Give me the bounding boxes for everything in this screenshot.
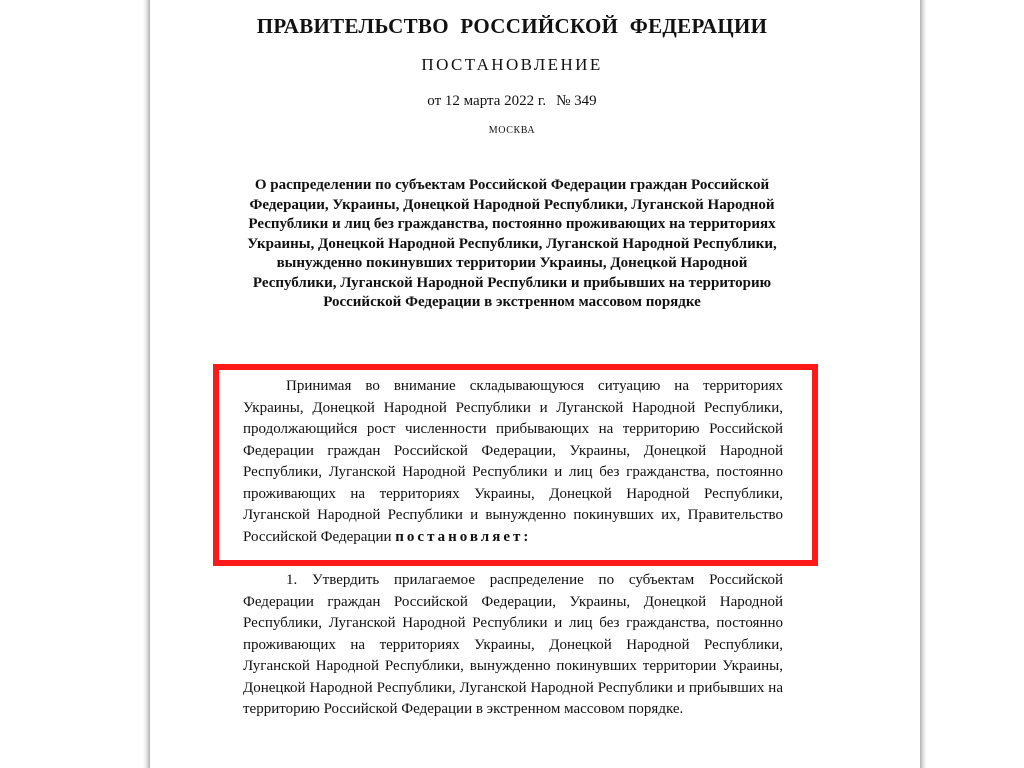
decree-word: постановляет: [395, 528, 532, 545]
date-number-line [0, 93, 1024, 110]
document-heading: О распределении по субъектам Российской Федерации граждан Российской Федерации, Украины, Донецкой Народной Республики, Луганской Народной Республики и лиц без гражданства, постоянно проживающих на территориях Украины, Донецкой Народной Республики, Луганской Народной Республики, вынужденно покинувших территории Украины, Донецкой Народной Республики, Луганской Народной Республики и прибывших на территорию Российской Федерации в экстренном массовом порядке [247, 177, 777, 310]
document-type: ПОСТАНОВЛЕНИЕ [421, 55, 603, 74]
document-city: МОСКВА [488, 125, 536, 136]
point-1-paragraph: 1. Утвердить прилагаемое распределение по субъектам Российской Федерации граждан Российской Федерации, Украины, Донецкой Народной Республики, Луганской Народной Республики и лиц без гражданства, постоянно проживающих на территориях Украины, Донецкой Народной Республики, Луганской Народной Республики, вынужденно покинувших территории Украины, Донецкой Народной Республики, Луганской Народной Республики и прибывших на территорию Российской Федерации в экстренном массовом порядке. [243, 572, 783, 717]
preamble-paragraph [243, 376, 783, 548]
document-date: от 12 марта 2022 г. [427, 93, 547, 109]
preamble-text: Принимая во внимание складывающуюся ситуацию на территориях Украины, Донецкой Народной Республики и Луганской Народной Республики, продолжающийся рост численности прибывающих на территорию Российской Федерации граждан Российской Федерации, Украины, Донецкой Народной Республики, Луганской Народной Республики и лиц без гражданства, постоянно проживающих на территориях Украины, Донецкой Народной Республики, Луганской Народной Республики и вынужденно покинувших их, Правительство Российской Федерации [243, 378, 783, 545]
issuer-title: ПРАВИТЕЛЬСТВО РОССИЙСКОЙ ФЕДЕРАЦИИ [256, 14, 768, 38]
document-number: № 349 [556, 93, 597, 109]
